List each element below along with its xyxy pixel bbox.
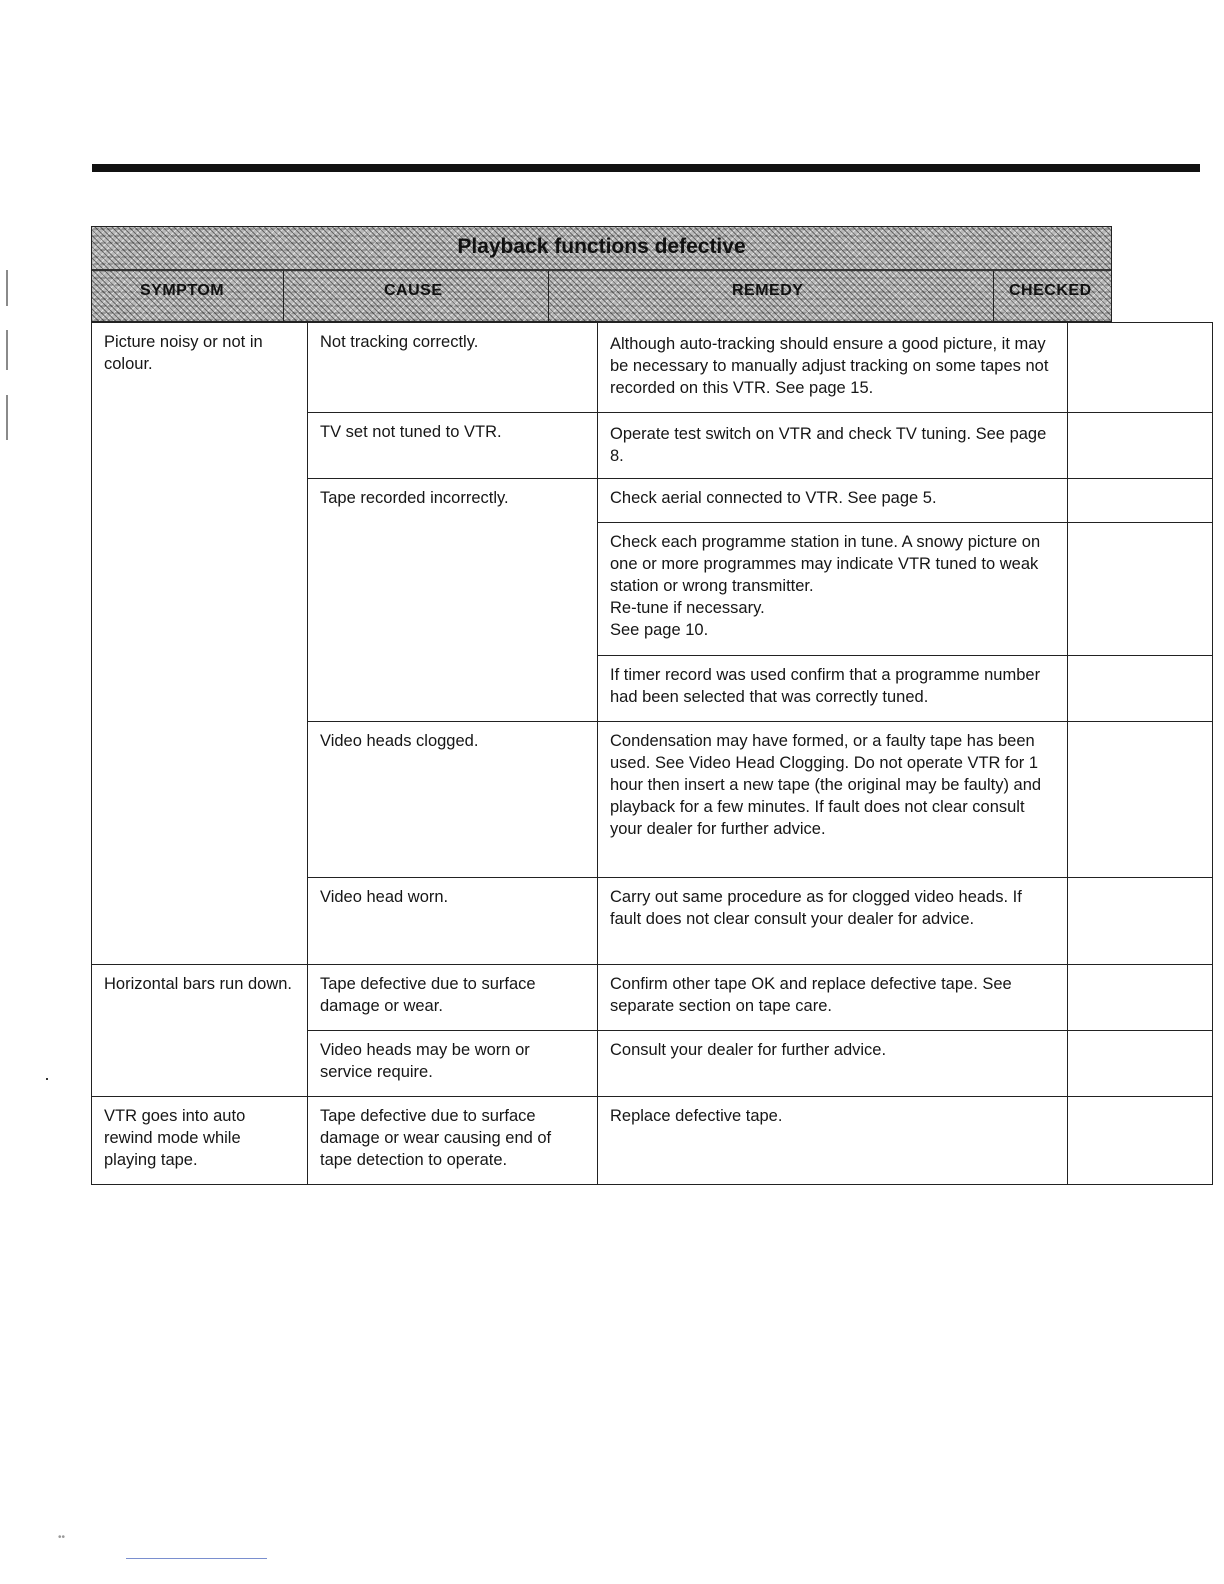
remedy-text: Check each programme station in tune. A snowy picture on one or more programmes may indicate VTR tuned to weak station or wrong transmitter. bbox=[610, 533, 1041, 595]
header-column-divider bbox=[283, 271, 284, 321]
checked-box[interactable] bbox=[1068, 1031, 1213, 1097]
top-rule bbox=[92, 164, 1200, 172]
remedy-cell: Replace defective tape. bbox=[598, 1097, 1068, 1185]
cause-cell: TV set not tuned to VTR. bbox=[308, 413, 598, 479]
checked-box[interactable] bbox=[1068, 523, 1213, 656]
stray-dot bbox=[46, 1078, 48, 1080]
remedy-cell: Check aerial connected to VTR. See page 5. bbox=[598, 479, 1068, 523]
remedy-cell: Carry out same procedure as for clogged video heads. If fault does not clear consult your dealer for advice. bbox=[598, 878, 1068, 965]
cause-cell: Video head worn. bbox=[308, 878, 598, 965]
table-row bbox=[92, 323, 1213, 413]
checked-box[interactable] bbox=[1068, 323, 1213, 413]
remedy-cell: Condensation may have formed, or a faulty tape has been used. See Video Head Clogging. Do not operate VTR for 1 hour then insert a new tape (the original may be faulty) and playback for a few minutes. If fault does not clear consult your dealer for further advice. bbox=[598, 722, 1068, 878]
symptom-cell: VTR goes into auto rewind mode while playing tape. bbox=[92, 1097, 308, 1185]
section-header-band bbox=[91, 226, 1112, 322]
table-row bbox=[92, 965, 1213, 1031]
column-header-remedy: REMEDY bbox=[732, 282, 804, 299]
remedy-cell: Although auto-tracking should ensure a good picture, it may be necessary to manually adjust tracking on some tapes not recorded on this VTR. See page 15. bbox=[598, 323, 1068, 413]
column-header-cause: CAUSE bbox=[384, 282, 443, 299]
troubleshooting-table bbox=[91, 226, 1112, 1185]
scan-artifact: •• bbox=[58, 1532, 66, 1543]
symptom-cell: Picture noisy or not in colour. bbox=[92, 323, 308, 965]
margin-mark bbox=[6, 330, 8, 370]
checked-box[interactable] bbox=[1068, 479, 1213, 523]
section-title: Playback functions defective bbox=[457, 235, 746, 258]
cause-cell: Not tracking correctly. bbox=[308, 323, 598, 413]
column-header-checked: CHECKED bbox=[1009, 282, 1092, 299]
cause-cell: Video heads clogged. bbox=[308, 722, 598, 878]
cause-cell: Tape recorded incorrectly. bbox=[308, 479, 598, 722]
header-divider bbox=[92, 269, 1111, 271]
checked-box[interactable] bbox=[1068, 656, 1213, 722]
checked-box[interactable] bbox=[1068, 965, 1213, 1031]
footer-underline bbox=[126, 1558, 267, 1559]
remedy-cell bbox=[598, 523, 1068, 656]
checked-box[interactable] bbox=[1068, 413, 1213, 479]
cause-cell: Video heads may be worn or service require. bbox=[308, 1031, 598, 1097]
fault-table bbox=[91, 322, 1213, 1185]
remedy-cell: Confirm other tape OK and replace defective tape. See separate section on tape care. bbox=[598, 965, 1068, 1031]
symptom-cell: Horizontal bars run down. bbox=[92, 965, 308, 1097]
remedy-cell: Consult your dealer for further advice. bbox=[598, 1031, 1068, 1097]
remedy-text: Re-tune if necessary. bbox=[610, 599, 765, 617]
remedy-text: See page 10. bbox=[610, 621, 709, 639]
remedy-cell: If timer record was used confirm that a programme number had been selected that was correctly tuned. bbox=[598, 656, 1068, 722]
remedy-cell: Operate test switch on VTR and check TV tuning. See page 8. bbox=[598, 413, 1068, 479]
checked-box[interactable] bbox=[1068, 878, 1213, 965]
table-row bbox=[92, 1097, 1213, 1185]
header-column-divider bbox=[993, 271, 994, 321]
header-column-divider bbox=[548, 271, 549, 321]
margin-mark bbox=[6, 395, 8, 440]
checked-box[interactable] bbox=[1068, 1097, 1213, 1185]
margin-mark bbox=[6, 270, 8, 306]
column-header-symptom: SYMPTOM bbox=[140, 282, 225, 299]
checked-box[interactable] bbox=[1068, 722, 1213, 878]
cause-cell: Tape defective due to surface damage or wear causing end of tape detection to operate. bbox=[308, 1097, 598, 1185]
cause-cell: Tape defective due to surface damage or wear. bbox=[308, 965, 598, 1031]
